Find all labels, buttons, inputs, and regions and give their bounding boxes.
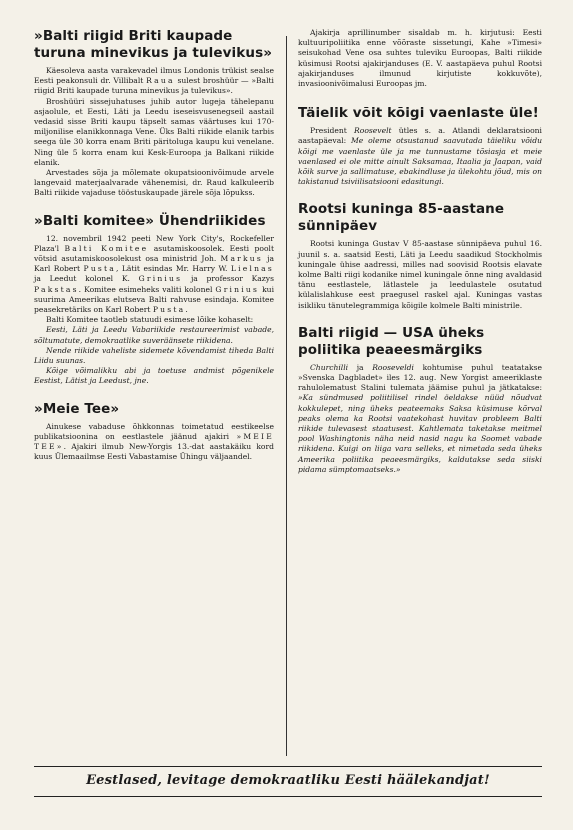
text-run: Ainukese vabaduse õhkkonnas toimetatud eestikeelse publikatsioonina on eestlastele jäänud ajakiri [34, 421, 274, 441]
person-name: Rooseveldi [372, 362, 414, 372]
goal-text: Kõige võimalikku abi ja toetuse andmist põgenikele Eestist, Lätist ja Leedust, jne. [34, 366, 274, 386]
article-title: »Balti komitee» Ühendriikides [34, 212, 266, 229]
footer-slogan: Eestlased, levitage demokraatliku Eesti häälekandjat! [86, 773, 490, 788]
left-column [34, 28, 274, 477]
text-run: . [185, 305, 188, 315]
spaced-name: Grinius [138, 274, 183, 284]
text-run: ütles s. a. Atlandi deklaratsiooni aastapäeval: [298, 126, 542, 146]
goal-quote [34, 325, 274, 345]
text-run: 12. novembril 1942 peeti New York City's, Rockefeller Plaza'l [34, 233, 274, 253]
goal-quote [34, 366, 274, 386]
quote-text: Me oleme otsustanud saavutada täieliku võidu kõigi me vaenlaste üle ja me tunnustame tõsiasja et meie vaenlased ei ole mitte ainult Saksamaa, Itaalia ja Jaapan, vaid kõik surve ja sallimatuse, ebakindluse ja ülekohtu jõud, mis on takistanud tsiviilisatsiooni edasitungi. [298, 136, 542, 187]
article-title: »Balti riigid Briti kaupade turuna minevikus ja tulevikus» [34, 28, 273, 61]
spaced-name: Balti Komitee [64, 243, 149, 253]
article-paragraph: Broshüüri sissejuhatuses juhib autor lugeja tähelepanu asjaolule, et Eesti, Läti ja Leedu iseseisvusenegseil aastail vedasid sisse Briti kaupu täpselt samas väärtuses kui 170-miljonilise elanikkonnaga Vene. Üks Balti riikide elanik tarbis seega üle 30 korra enam Briti päritoluga kaupu kui venelane. Ning üle 5 korra enam kui Kesk-Euroopa ja Balkani riikide elanik. [34, 96, 274, 167]
spaced-name: »MEIE TEE» [34, 431, 274, 452]
article-paragraph: Ajakirja aprillinumber sisaldab m. h. kirjutusi: Eesti kultuuripoliitika enne võõraste sissetungi, Kahe »Timesi» seisukohad Vene osa suhtes tuleviku Euroopas, Balti riikide küsimusi Rootsi ajakirjanduses (E. V. aastapäeva puhul Rootsi ajakirjanduses ilmunud kirjutiste kokkuvõte), invasioonivõimalusi Euroopas jm. [298, 28, 542, 89]
goal-text: Nende riikide vaheliste sidemete kõvendamist tiheda Balti Liidu suunas. [34, 345, 274, 366]
spaced-name: Lielnas [230, 264, 274, 274]
right-column [298, 28, 542, 489]
spaced-name: Pusta [152, 305, 186, 315]
article-paragraph [34, 66, 274, 97]
text-run: asutamiskoosolek. Eesti poolt võtsid asutamiskoosolekust osa ministrid Joh. [34, 243, 274, 264]
person-name: Churchilli [310, 362, 349, 372]
article-paragraph [298, 126, 542, 187]
article-paragraph [34, 234, 274, 316]
person-name: Roosevelt [354, 126, 392, 136]
article-meie-tee-continued [298, 28, 542, 89]
spaced-name: Pusta [83, 264, 116, 274]
text-run: kohtumise puhul teatatakse »Svenska Dagbladet» iles 12. aug. New Yorgist ameeriklaste rahulolematust Stalini tulemata jäämise puhul ja jätkatakse: [298, 362, 543, 393]
text-run: Käesoleva aasta varakevadel ilmus Londonis trükist sealse Eesti peakonsuli dr. Villibalt [34, 66, 274, 86]
article-meie-tee [34, 401, 274, 463]
article-title: Balti riigid — USA üheks poliitika peaeesmärgiks [298, 324, 485, 358]
article-balti-komitee [34, 213, 274, 387]
text-run: kui suurima Ameerikas elutseva Balti rahvuse esindaja. Komitee peasekretäriks on Karl Robert [34, 284, 274, 315]
text-run: . Ajakiri ilmub New-Yorgis 13.-dat aastakäiku kord kuus Ülemaailmse Eesti Vabastamise Ühingu väljaandel. [34, 442, 274, 462]
article-rootsi-kuningas [298, 201, 542, 310]
text-run: sulest broshüür — »Balti riigid Briti kaupade turuna minevikus ja tulevikus». [34, 76, 274, 96]
footer-rule-top [34, 766, 542, 767]
article-title: Täielik võit kõigi vaenlaste üle! [298, 105, 539, 122]
text-run: ja [348, 362, 373, 372]
article-title: Rootsi kuninga 85-aastane sünnipäev [298, 201, 505, 235]
article-paragraph: Arvestades sõja ja mõlemate okupatsioonivõimude arvele langevaid materjaalvarade vähenemisi, dr. Raud kalkuleerib Balti riikide vajaduse tööstuskaupade järele sõja lõpukss. [34, 168, 274, 198]
quote-text: »Ka sündmused poliitilisel rindel öeldakse nüüd nõudvat kokkulepet, ning üheks peateemaks Saksa küsimuse kõrval peaks olema ka Rootsi vaatekohast huvitav probleem Balti riikide tulevasest staatusest. Kahtlemata taketakse meitmel pool Washingtonis näha neid nasid nagu ka Soomet vabade riikidena. Kuigi on liiga vara selleks, et nimetada seda üheks Ameerika poliitika peaeesmärgiks, kaldutakse seda siiski pidama sümptomaatseks.» [298, 393, 542, 474]
text-run: ja professor Kazys [182, 274, 274, 284]
text-run: ja Leedut kolonel K. [34, 274, 139, 284]
article-briti-kaupade-turuna [34, 28, 274, 199]
article-balti-riigid-usa [298, 325, 542, 475]
column-divider [286, 36, 287, 756]
footer-rule-bottom [34, 796, 542, 797]
goal-text: Eesti, Läti ja Leedu Vabariikide restaureerimist vabade, sõltumatute, demokraatlike suveräänsete riikidena. [34, 325, 274, 345]
goal-quote [34, 346, 274, 366]
text-run: President [310, 126, 355, 136]
spaced-name: Markus [220, 254, 263, 264]
text-run: , Lätit esindas Mr. Harry W. [116, 264, 231, 274]
article-paragraph: Rootsi kuninga Gustav V 85-aastase sünnipäeva puhul 16. juunil s. a. saatsid Eesti, Läti ja Leedu saadikud Stockholmis kuningale ühise aadressi, milles nad soovisid Rootsis elavate kolme Balti riigi kodanike nimel kuningale õnne ning avaldasid tänu eestlastele, lätlastele ja leedulastele osutatud külalislahkuse eest praegusel raskel ajal. Kuningas vastas isikliku tänutelegrammiga kõigile kolmele Balti ministrile. [298, 239, 542, 310]
article-taielik-voit [298, 105, 542, 187]
spaced-name: Pakstas [34, 284, 79, 294]
text-run: ja Karl Robert [34, 254, 275, 274]
article-paragraph [34, 422, 274, 463]
spaced-name: Raua [146, 76, 175, 86]
text-run: . Komitee esimeheks valiti kolonel [78, 284, 216, 294]
article-title: »Meie Tee» [34, 400, 120, 417]
article-paragraph: Balti Komitee taotleb statuudi esimese lõike kohaselt: [46, 315, 254, 325]
article-paragraph [298, 363, 542, 475]
spaced-name: Grinius [215, 284, 260, 294]
